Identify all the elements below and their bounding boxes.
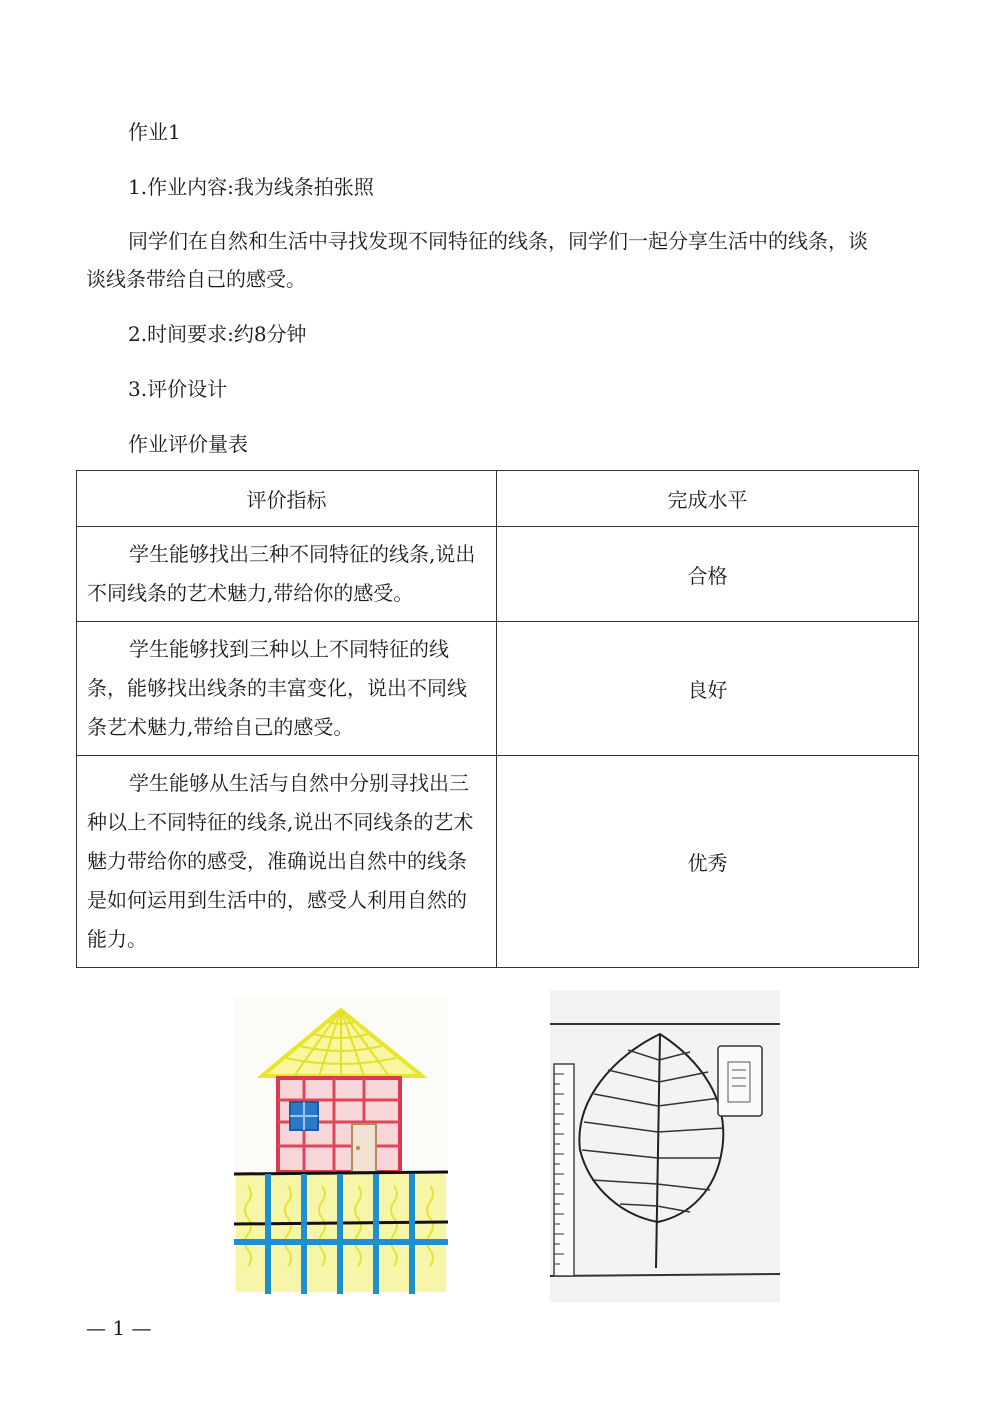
time-requirement-item: 2.时间要求:约8分钟 [128,322,307,346]
table-row [77,756,919,968]
assignment-description: 同学们在自然和生活中寻找发现不同特征的线条，同学们一起分享生活中的线条，谈谈线条带给自己的感受。 [86,229,868,291]
header-level: 完成水平 [497,471,919,527]
leaf-drawing-icon [550,990,780,1302]
criterion-cell: 学生能够找到三种以上不同特征的线条，能够找出线条的丰富变化，说出不同线条艺术魅力,带给自己的感受。 [77,622,497,756]
level-cell: 良好 [497,622,919,756]
table-header-row [77,471,919,527]
leaf-drawing-image [550,990,780,1302]
table-row [77,527,919,622]
evaluation-table-title: 作业评价量表 [128,432,248,456]
evaluation-table [76,470,919,968]
table-row [77,622,919,756]
page-number: — 1 — [86,1316,152,1340]
assignment-content-item: 1.作业内容:我为线条拍张照 [128,175,374,199]
level-cell: 优秀 [497,756,919,968]
assignment-heading: 作业1 [128,120,181,144]
header-criterion: 评价指标 [77,471,497,527]
criterion-cell: 学生能够找出三种不同特征的线条,说出不同线条的艺术魅力,带给你的感受。 [77,527,497,622]
evaluation-design-item: 3.评价设计 [128,377,228,401]
level-cell: 合格 [497,527,919,622]
house-drawing-icon [234,996,448,1294]
house-drawing-image [234,996,448,1294]
criterion-cell: 学生能够从生活与自然中分别寻找出三种以上不同特征的线条,说出不同线条的艺术魅力带给你的感受，准确说出自然中的线条是如何运用到生活中的，感受人利用自然的能力。 [77,756,497,968]
